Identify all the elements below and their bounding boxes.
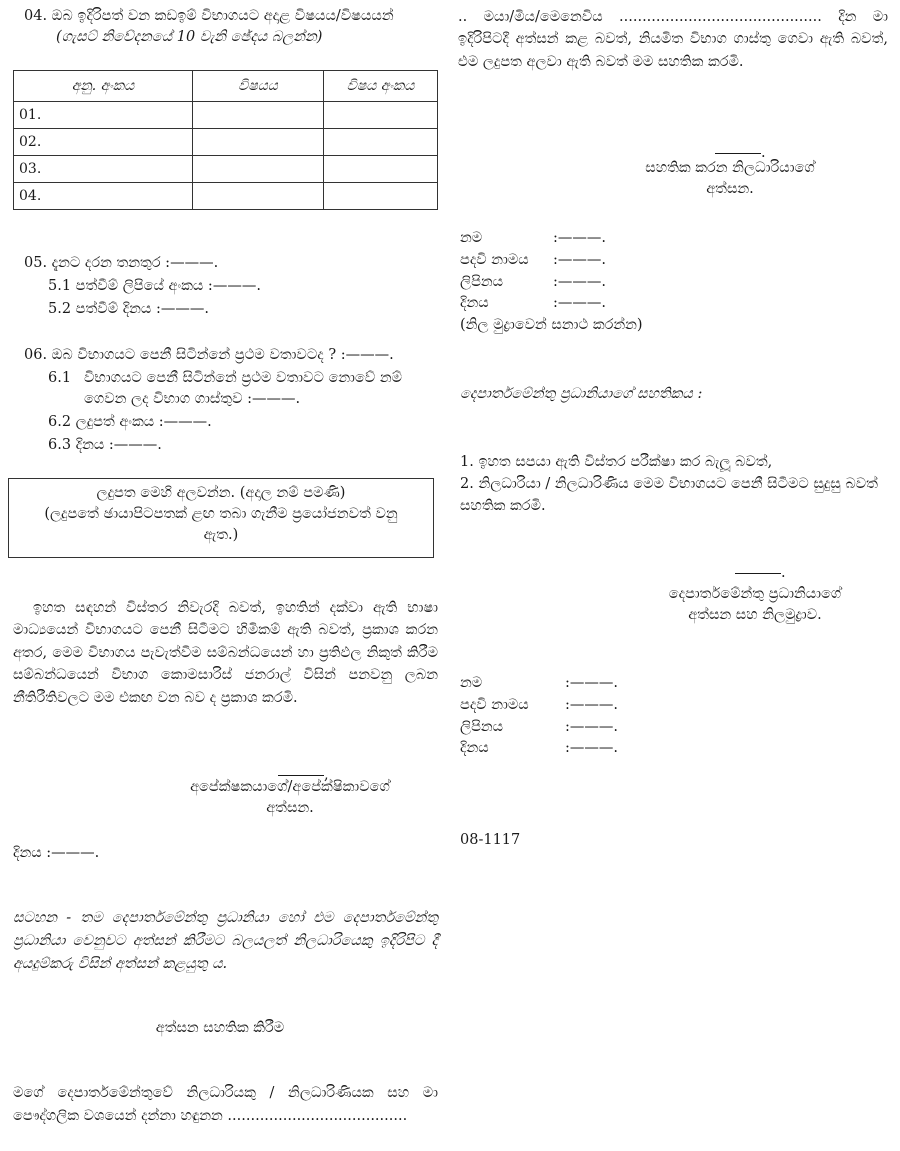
field-label: ලිපිනය — [460, 273, 504, 290]
head-signature-line: . — [735, 563, 786, 584]
question-04-text: 04. ඔබ ඉදිරිපත් වන කඩඉම් විභාගයට අදාළ විෂයය/විෂයයන් — [24, 8, 394, 24]
field-row — [460, 695, 760, 717]
table-cell-index: 02. — [14, 129, 193, 156]
head-details — [460, 673, 760, 760]
subjects-table — [13, 70, 438, 210]
applicant-signature-label — [170, 777, 410, 819]
table-header-row — [14, 71, 438, 102]
field-row — [460, 228, 760, 250]
document-code: 08-1117 — [460, 832, 521, 848]
field-value[interactable]: :———. — [553, 295, 606, 312]
head-signature-label-1: දෙපාර්තමේන්තු ප්‍රධානියාගේ — [668, 586, 842, 602]
question-05 — [24, 253, 444, 320]
field-value[interactable]: :———. — [553, 230, 606, 246]
table-cell-subject-number[interactable] — [324, 156, 438, 183]
table-header-subject: විෂයය — [193, 71, 324, 102]
certification-continuation: .. මයා/මිය/මෙනෙවිය ............................................ දින මා ඉදිරිපිටදී අත්සන් කළ බවත්, නියමිත විභාග ගාස්තු ගෙවා ඇති බවත්, එම ලදුපත අලවා ඇති බවත් මම සහතික කරමි. — [458, 9, 888, 70]
table-header-index: අනු. අංකය — [14, 71, 193, 102]
field-value[interactable]: :———. — [565, 696, 618, 713]
stamp-note: (නිල මුද්‍රාවෙන් සනාථ කරන්න) — [460, 317, 643, 333]
table-cell-subject[interactable] — [193, 156, 324, 183]
head-certificate-items — [460, 452, 888, 517]
field-value[interactable]: :———. — [565, 740, 618, 757]
question-06-1-text: විභාගයට පෙනී සිටින්නේ ප්‍රථම වතාවට නොවේ නම් ගෙවන ලද විභාග ගාස්තුව :———. — [84, 370, 403, 408]
table-header-subject-number: විෂය අංකය — [324, 71, 438, 102]
applicant-signature-label-1: අපේක්ෂකයාගේ/අපේක්ෂිකාවගේ — [190, 779, 390, 795]
question-04-note: (ගැසට් නිවේදනයේ 10 වැනි ඡේදය බලන්න) — [56, 29, 323, 46]
question-06-1-number: 6.1 — [48, 370, 72, 387]
applicant-date: දිනය :———. — [13, 845, 100, 861]
receipt-box[interactable] — [8, 478, 434, 558]
field-label: දිනය — [460, 295, 489, 312]
right-column — [450, 0, 900, 1151]
table-cell-subject[interactable] — [193, 102, 324, 129]
head-signature-label — [620, 584, 890, 626]
declaration-paragraph: ඉහත සඳහන් විස්තර නිවැරදි බවත්, ඉහතින් දක්වා ඇති භාෂා මාධ්‍යයෙන් විභාගයට පෙනී සිටීමට හිමිකම් ඇති බවත්, ප්‍රකාශ කරන අතර, මෙම විභාගය පැවැත්වීම සම්බන්ධයෙන් හා ප්‍රතිඵල නිකුත් කිරීම සම්බන්ධයෙන් විභාග කොමසාරිස් ජනරාල් විසින් පනවනු ලබන නීතිරීතිවලට මම එකඟ වන බව ද ප්‍රකාශ කරමි. — [13, 600, 438, 706]
table-cell-subject-number[interactable] — [324, 102, 438, 129]
table-row — [14, 102, 438, 129]
note-paragraph: සටහන - තම දෙපාර්තමේන්තු ප්‍රධානියා හෝ එම දෙපාර්තමේන්තු ප්‍රධානියා වෙනුවට අත්සන් කිරීමට බලයලත් නිලධාරියෙකු ඉදිරිපිට දී අයදුම්කරු විසින් අත්සන් කළයුතු ය. — [13, 910, 438, 973]
table-cell-subject[interactable] — [193, 129, 324, 156]
field-row — [460, 272, 760, 294]
head-signature-label-2: අත්සන සහ නිලමුද්‍රාව. — [688, 607, 822, 624]
table-cell-index: 04. — [14, 183, 193, 210]
question-05-1: 5.1 පත්වීම් ලිපියේ අංකය :———. — [48, 278, 261, 295]
table-cell-subject-number[interactable] — [324, 129, 438, 156]
table-row — [14, 183, 438, 210]
applicant-signature-line: , — [278, 765, 329, 786]
certification-text: මගේ දෙපාර්තමේන්තුවේ නිලධාරියකු / නිලධාරිණියක සහ මා පෞද්ගලික වශයෙන් දන්නා හඳුනන ....................................... — [13, 1085, 438, 1125]
table-row — [14, 156, 438, 183]
field-label: ලිපිනය — [460, 718, 504, 735]
question-05-2: 5.2 පත්වීම් දිනය :———. — [48, 301, 209, 318]
field-value[interactable]: :———. — [553, 273, 606, 290]
field-row — [460, 293, 760, 315]
field-value[interactable]: :———. — [565, 718, 618, 735]
field-value[interactable]: :———. — [553, 251, 606, 268]
question-06 — [24, 345, 444, 456]
field-label: පදවි නාමය — [460, 696, 529, 713]
table-cell-subject-number[interactable] — [324, 183, 438, 210]
table-cell-index: 03. — [14, 156, 193, 183]
question-06-3: 6.3 දිනය :———. — [48, 437, 162, 454]
field-label: දිනය — [460, 740, 489, 757]
field-label: නම — [460, 230, 483, 246]
question-04 — [24, 6, 444, 48]
field-value[interactable]: :———. — [565, 675, 618, 691]
table-cell-index: 01. — [14, 102, 193, 129]
certifier-signature-label — [600, 158, 860, 200]
receipt-box-line2: (ලදුපතේ ඡායාපිටපතක් ළඟ තබා ගැනීම ප්‍රයෝජනවත් වනු ඇත.) — [44, 506, 398, 544]
certifier-signature-label-1: සහතික කරන නිලධාරියාගේ — [645, 160, 815, 176]
receipt-box-line1: ලදුපත මෙහි අලවන්න. (අදාල නම් පමණි) — [96, 485, 346, 501]
question-06-main: 06. ඔබ විභාගයට පෙනී සිටින්නේ ප්‍රථම වතාවටද ? :———. — [24, 347, 394, 363]
field-row — [460, 738, 760, 760]
table-row — [14, 129, 438, 156]
question-05-main: 05. දැනට දරන තනතුර :———. — [24, 255, 219, 271]
certifier-signature-label-2: අත්සන. — [706, 181, 754, 198]
table-cell-subject[interactable] — [193, 183, 324, 210]
field-row — [460, 250, 760, 272]
question-06-2: 6.2 ලදුපත් අංකය :———. — [48, 414, 212, 431]
certifier-signature-line: . — [715, 143, 766, 164]
field-label: පදවි නාමය — [460, 251, 529, 268]
head-certificate-title: දෙපාර්තමේන්තු ප්‍රධානියාගේ සහතිකය : — [460, 386, 703, 402]
head-certificate-item-1: 1. ඉහත සපයා ඇති විස්තර පරීක්ෂා කර බැලූ බවත්, — [460, 454, 773, 470]
field-label: නම — [460, 675, 483, 691]
certification-title: අත්සන සහතික කිරීම — [155, 1020, 285, 1036]
certifier-details — [460, 228, 760, 337]
applicant-signature-label-2: අත්සන. — [266, 800, 314, 817]
field-row — [460, 673, 760, 695]
field-row — [460, 717, 760, 739]
head-certificate-item-2: 2. නිලධාරියා / නිලධාරිණිය මෙම විභාගයට පෙනී සිටීමට සුදුසු බවත් සහතික කරමි. — [460, 475, 878, 514]
